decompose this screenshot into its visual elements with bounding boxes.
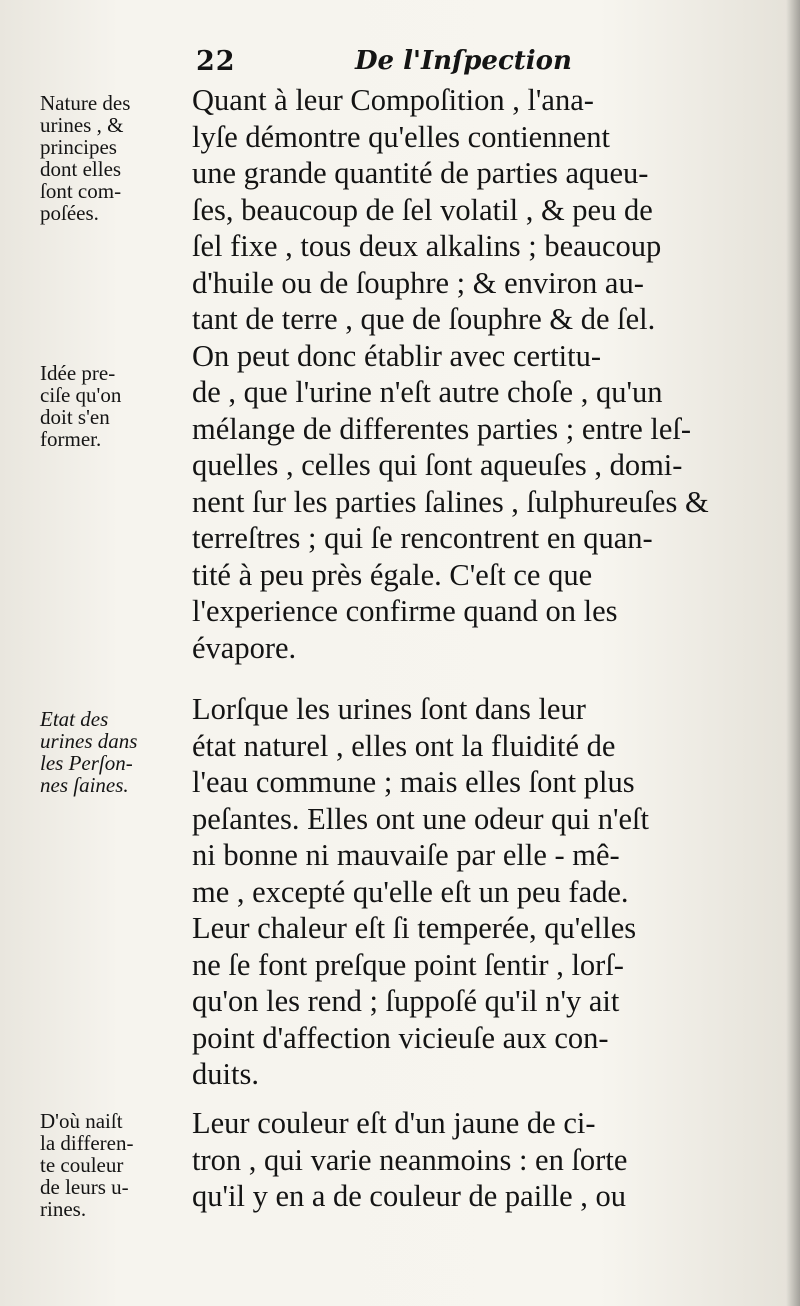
page-gutter-shadow (786, 0, 800, 1306)
page-header (0, 44, 800, 84)
margin-note: Idée pre- ciſe qu'on doit s'en former. (40, 361, 122, 451)
margin-note: Nature des urines , & principes dont elles ſont com- poſées. (40, 91, 131, 225)
body-paragraph: Lorſque les urines ſont dans leur état naturel , elles ont la fluidité de l'eau commune ; mais elles ſont plus peſantes. Elles ont une odeur qui n'eſt ni bonne ni mauvaiſe par elle - mê- me , excepté qu'elle eſt un peu fade. Leur chaleur eſt ſi temperée, qu'elles ne ſe font preſque point ſentir , lorſ- qu'on les rend ; ſuppoſé qu'il n'y ait point d'affection vicieuſe aux con- duits. (192, 692, 649, 1091)
body-paragraph: Leur couleur eſt d'un jaune de ci- tron , qui varie neanmoins : en ſorte qu'il y en a de couleur de paille , ou (192, 1106, 628, 1213)
margin-note: D'où naiſt la differen- te couleur de leurs u- rines. (40, 1109, 134, 1221)
running-title: De l'Inſpection (355, 46, 572, 76)
margin-note: Etat des urines dans les Perſon- nes ſaines. (40, 707, 138, 797)
body-paragraph: Quant à leur Compoſition , l'ana- lyſe démontre qu'elles contiennent une grande quantité de parties aqueu- ſes, beaucoup de ſel volatil , & peu de ſel fixe , tous deux alkalins ; beaucoup d'huile ou de ſouphre ; & environ au- tant de terre , que de ſouphre & de ſel. On peut donc établir avec certitu- de , que l'urine n'eſt autre choſe , qu'un mélange de differentes parties ; entre leſ- quelles , celles qui ſont aqueuſes , domi- nent ſur les parties ſalines , ſulphureuſes & terreſtres ; qui ſe rencontrent en quan- tité à peu près égale. C'eſt ce que l'experience confirme quand on les évapore. (192, 83, 709, 665)
page-number: 22 (196, 46, 236, 77)
